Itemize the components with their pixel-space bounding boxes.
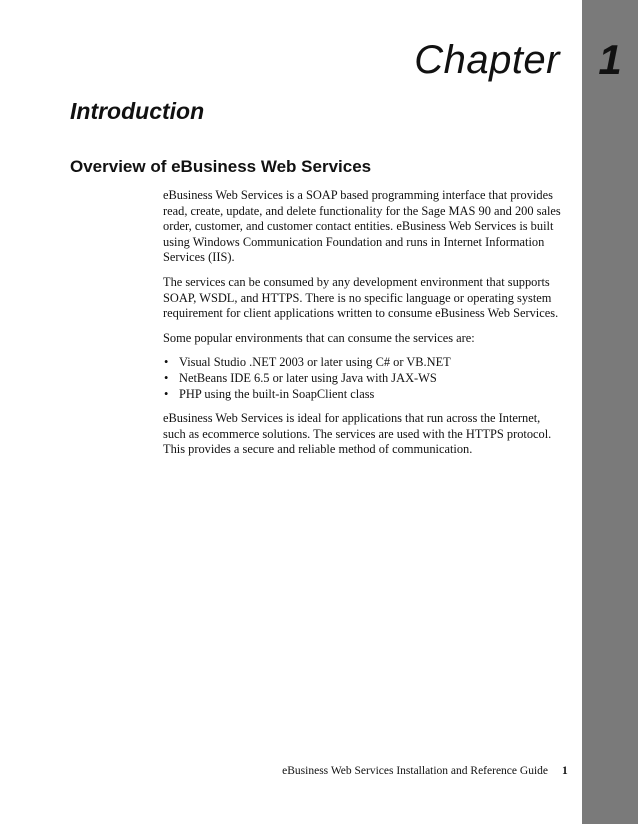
list-item: • NetBeans IDE 6.5 or later using Java with JAX-WS [163, 371, 563, 387]
environment-list [163, 355, 563, 402]
list-item: • Visual Studio .NET 2003 or later using C# or VB.NET [163, 355, 563, 371]
chapter-side-tab [582, 0, 638, 824]
list-item: • PHP using the built-in SoapClient class [163, 387, 563, 403]
paragraph: The services can be consumed by any development environment that supports SOAP, WSDL, and HTTPS. There is no specific language or operating system requirement for client applications written to consume eBusiness Web Services. [163, 274, 559, 321]
paragraph: Some popular environments that can consume the services are: [163, 330, 475, 345]
page-number: 1 [562, 765, 568, 777]
paragraph: eBusiness Web Services is a SOAP based programming interface that provides read, create, update, and delete functionality for the Sage MAS 90 and 200 sales order, customer, and customer contact entities. eBusiness Web Services is built using Windows Communication Foundation and runs in Internet Information Services (IIS). [163, 188, 561, 265]
section-heading: Overview of eBusiness Web Services [70, 157, 372, 176]
chapter-label: Chapter [414, 38, 560, 82]
chapter-number: 1 [598, 36, 622, 83]
section-body [163, 188, 563, 467]
chapter-title: Introduction [70, 98, 205, 124]
paragraph: eBusiness Web Services is ideal for applications that run across the Internet, such as ecommerce solutions. The services are used with the HTTPS protocol. This provides a secure and reliable method of communication. [163, 411, 552, 457]
footer-guide-title: eBusiness Web Services Installation and Reference Guide [282, 765, 548, 777]
